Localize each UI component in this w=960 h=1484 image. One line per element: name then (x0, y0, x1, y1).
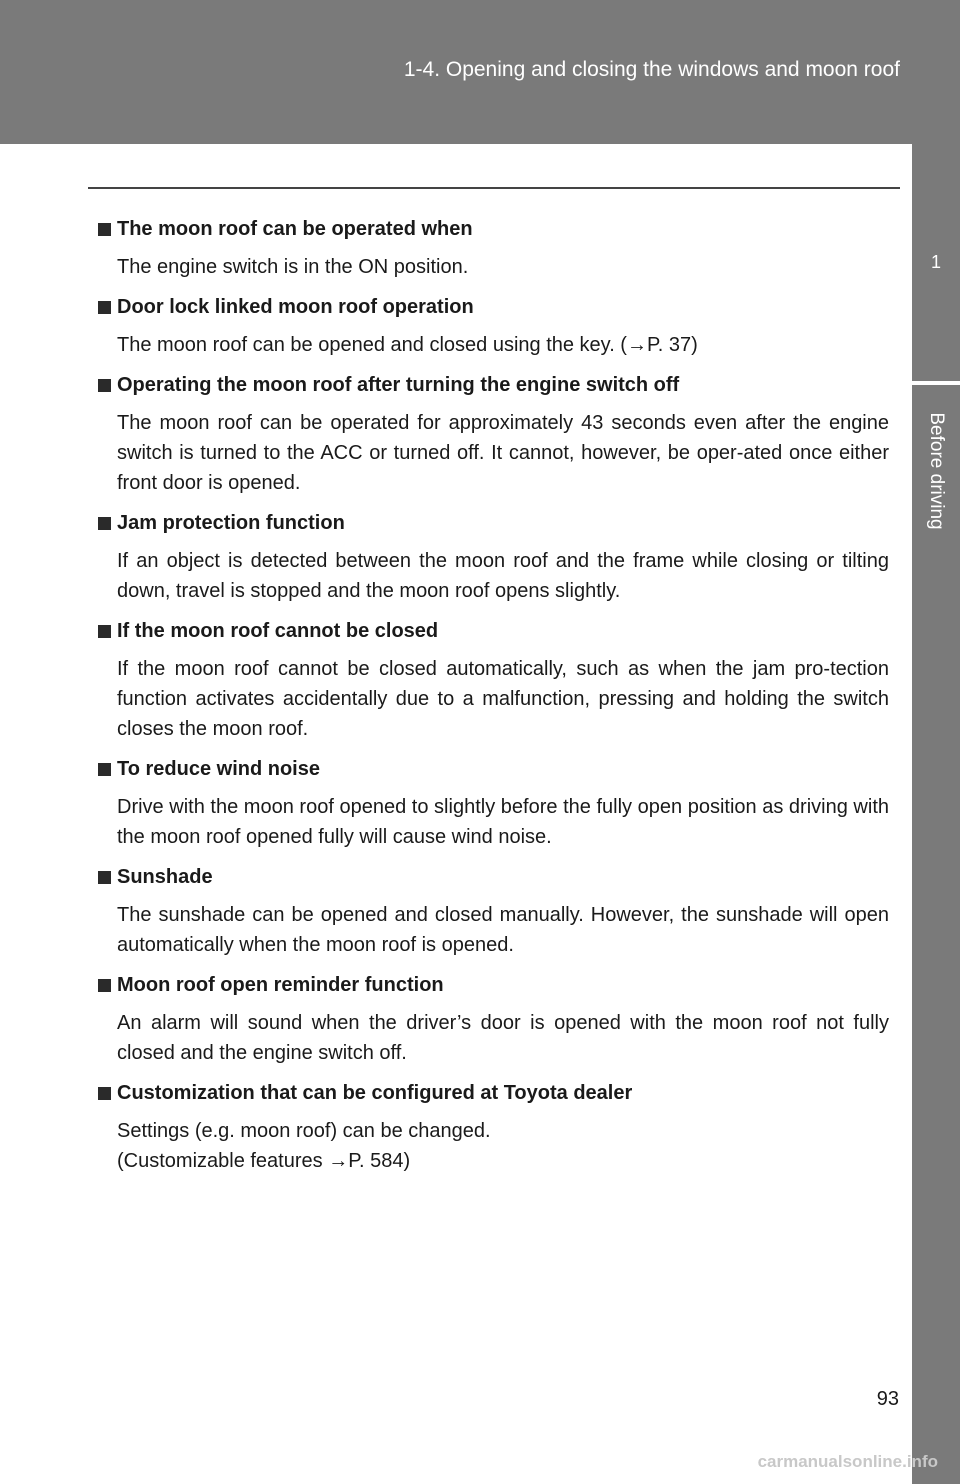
section-body: If an object is detected between the moon roof and the frame while closing or tilting down, travel is stopped and the moon roof opens slightly. (117, 550, 889, 602)
section-heading: Moon roof open reminder function (117, 974, 444, 996)
section-heading: If the moon roof cannot be closed (117, 620, 439, 642)
section-heading: Sunshade (117, 866, 213, 888)
section-jam-protection (98, 508, 889, 606)
square-bullet-icon (98, 625, 111, 638)
chapter-label-tab (912, 385, 960, 1484)
content-area (98, 214, 889, 1186)
section-body: The engine switch is in the ON position. (117, 256, 469, 278)
section-open-reminder (98, 970, 889, 1068)
chapter-label: Before driving (926, 412, 947, 530)
section-heading: Customization that can be configured at Toyota dealer (117, 1082, 633, 1104)
square-bullet-icon (98, 979, 111, 992)
square-bullet-icon (98, 763, 111, 776)
section-body: The sunshade can be opened and closed manually. However, the sunshade will open automatically when the moon roof is opened. (117, 904, 889, 956)
square-bullet-icon (98, 223, 111, 236)
square-bullet-icon (98, 379, 111, 392)
section-heading: Operating the moon roof after turning the engine switch off (117, 374, 680, 396)
square-bullet-icon (98, 1087, 111, 1100)
section-door-lock-linked (98, 292, 889, 360)
section-body: The moon roof can be opened and closed using the key. (→P. 37) (117, 334, 698, 356)
section-heading: Jam protection function (117, 512, 345, 534)
section-after-engine-off (98, 370, 889, 498)
section-body: Settings (e.g. moon roof) can be changed. (Customizable features →P. 584) (117, 1120, 491, 1172)
section-title: 1-4. Opening and closing the windows and moon roof (403, 58, 900, 81)
section-customization (98, 1078, 889, 1176)
section-body: Drive with the moon roof opened to slightly before the fully open position as driving with the moon roof opened fully will cause wind noise. (117, 796, 889, 848)
section-body: The moon roof can be operated for approximately 43 seconds even after the engine switch is turned to the ACC or turned off. It cannot, however, be oper-ated once either front door is opened. (117, 412, 889, 494)
square-bullet-icon (98, 301, 111, 314)
section-heading: To reduce wind noise (117, 758, 320, 780)
page-number: 93 (876, 1388, 899, 1410)
chapter-number: 1 (930, 252, 941, 272)
header-divider (88, 187, 900, 189)
section-body: If the moon roof cannot be closed automatically, such as when the jam pro-tection function activates accidentally due to a malfunction, pressing and holding the switch closes the moon roof. (117, 658, 889, 740)
section-heading: The moon roof can be operated when (117, 218, 473, 240)
section-body: An alarm will sound when the driver’s door is opened with the moon roof not fully closed and the engine switch off. (117, 1012, 889, 1064)
square-bullet-icon (98, 871, 111, 884)
square-bullet-icon (98, 517, 111, 530)
section-cannot-be-closed (98, 616, 889, 744)
section-sunshade (98, 862, 889, 960)
section-operated-when (98, 214, 889, 282)
watermark: carmanualsonline.info (757, 1452, 938, 1471)
section-wind-noise (98, 754, 889, 852)
section-heading: Door lock linked moon roof operation (117, 296, 474, 318)
